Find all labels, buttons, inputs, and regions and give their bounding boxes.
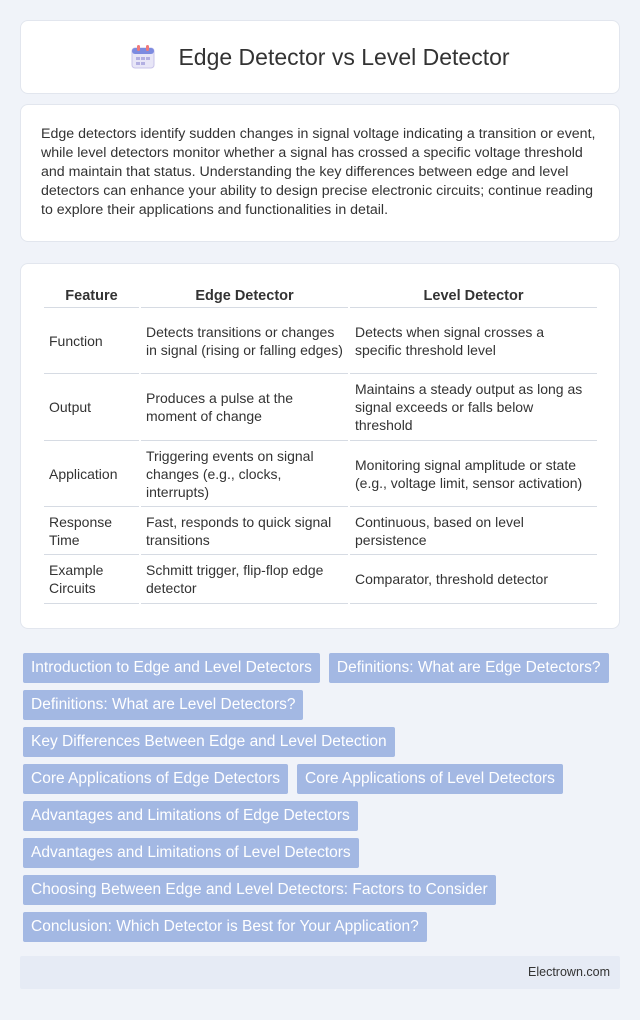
comparison-table <box>42 284 599 604</box>
link-applications-level[interactable]: Core Applications of Level Detectors <box>297 764 563 794</box>
link-conclusion[interactable]: Conclusion: Which Detector is Best for Your Application? <box>23 912 427 942</box>
table-cell-edge: Triggering events on signal changes (e.g., clocks, interrupts) <box>141 441 348 507</box>
table-cell-level: Continuous, based on level persistence <box>350 507 597 555</box>
link-advantages-edge[interactable]: Advantages and Limitations of Edge Detectors <box>23 801 358 831</box>
table-row <box>44 441 597 507</box>
column-header-level-detector: Level Detector <box>350 284 597 308</box>
table-row <box>44 374 597 441</box>
table-cell-feature: Output <box>44 374 139 441</box>
table-row <box>44 308 597 374</box>
table-cell-level: Detects when signal crosses a specific threshold level <box>350 308 597 374</box>
link-applications-edge[interactable]: Core Applications of Edge Detectors <box>23 764 288 794</box>
comparison-table-card <box>20 263 620 629</box>
link-introduction[interactable]: Introduction to Edge and Level Detectors <box>23 653 320 683</box>
table-cell-level: Monitoring signal amplitude or state (e.g., voltage limit, sensor activation) <box>350 441 597 507</box>
table-cell-feature: Application <box>44 441 139 507</box>
column-header-feature: Feature <box>44 284 139 308</box>
link-choosing[interactable]: Choosing Between Edge and Level Detectors: Factors to Consider <box>23 875 496 905</box>
table-cell-edge: Schmitt trigger, flip-flop edge detector <box>141 555 348 604</box>
table-cell-feature: Response Time <box>44 507 139 555</box>
intro-section <box>20 104 620 242</box>
header <box>20 20 620 94</box>
table-cell-level: Comparator, threshold detector <box>350 555 597 604</box>
table-cell-feature: Example Circuits <box>44 555 139 604</box>
column-header-edge-detector: Edge Detector <box>141 284 348 308</box>
footer-site-name[interactable]: Electrown.com <box>528 965 610 979</box>
table-cell-feature: Function <box>44 308 139 374</box>
link-key-differences[interactable]: Key Differences Between Edge and Level Detection <box>23 727 395 757</box>
table-cell-edge: Produces a pulse at the moment of change <box>141 374 348 441</box>
page-title: Edge Detector vs Level Detector <box>178 43 510 70</box>
table-cell-edge: Fast, responds to quick signal transitions <box>141 507 348 555</box>
link-advantages-level[interactable]: Advantages and Limitations of Level Detectors <box>23 838 359 868</box>
table-row <box>44 507 597 555</box>
footer <box>20 956 620 989</box>
table-row <box>44 555 597 604</box>
link-definitions-edge[interactable]: Definitions: What are Edge Detectors? <box>329 653 609 683</box>
calendar-icon <box>130 44 156 70</box>
table-cell-level: Maintains a steady output as long as signal exceeds or falls below threshold <box>350 374 597 441</box>
table-cell-edge: Detects transitions or changes in signal (rising or falling edges) <box>141 308 348 374</box>
link-definitions-level[interactable]: Definitions: What are Level Detectors? <box>23 690 303 720</box>
topic-links <box>23 653 623 949</box>
table-header-row <box>44 284 597 308</box>
intro-text: Edge detectors identify sudden changes in signal voltage indicating a transition or event, while level detectors monitor whether a signal has crossed a specific voltage threshold and maintain that status. Understanding the key differences between edge and level detectors can enhance your ability to design precise electronic circuits; continue reading to explore their applications and functionalities in detail. <box>41 126 596 218</box>
